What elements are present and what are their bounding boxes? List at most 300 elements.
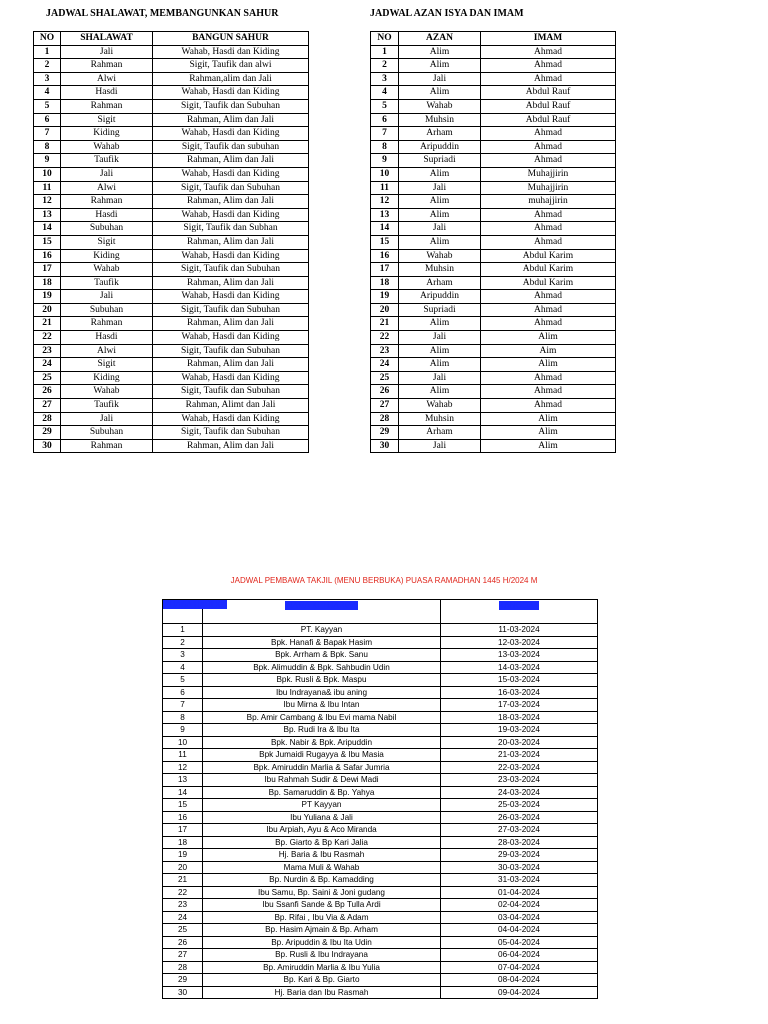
- table-row: [371, 344, 616, 358]
- table-cell: 16: [163, 811, 203, 824]
- table-row: [34, 276, 309, 290]
- table-row: [371, 385, 616, 399]
- table-cell: Alim: [399, 317, 481, 331]
- table-cell: 26-03-2024: [441, 811, 598, 824]
- table-cell: 17: [163, 824, 203, 837]
- table-row: [371, 235, 616, 249]
- table-cell: 13: [34, 208, 61, 222]
- table-cell: 20: [371, 303, 399, 317]
- table-row: [34, 344, 309, 358]
- table-cell: Taufik: [61, 276, 153, 290]
- column-header: NO: [371, 32, 399, 46]
- table-row: [34, 263, 309, 277]
- table-row: [371, 290, 616, 304]
- table-row: [34, 385, 309, 399]
- table-cell: 10: [34, 167, 61, 181]
- table-cell: 23: [163, 899, 203, 912]
- table-cell: 01-04-2024: [441, 886, 598, 899]
- highlighted-header-text: NAMA KELUARGA: [286, 601, 357, 610]
- table-cell: Abdul Karim: [481, 249, 616, 263]
- table-cell: Kiding: [61, 249, 153, 263]
- table-row: [371, 263, 616, 277]
- table-cell: 21: [163, 874, 203, 887]
- table-cell: 20: [163, 861, 203, 874]
- table-cell: 5: [34, 99, 61, 113]
- table-cell: 6: [371, 113, 399, 127]
- table-row: [371, 195, 616, 209]
- table-cell: 26: [163, 936, 203, 949]
- table-cell: Bpk. Nabir & Bpk. Aripuddin: [203, 736, 441, 749]
- table-row: [163, 736, 598, 749]
- table-cell: 27: [34, 399, 61, 413]
- table-cell: Jali: [399, 371, 481, 385]
- table-row: [163, 911, 598, 924]
- table-cell: 25: [163, 924, 203, 937]
- table-cell: muhajjirin: [481, 195, 616, 209]
- table-cell: Wahab: [61, 385, 153, 399]
- table-cell: Aim: [481, 344, 616, 358]
- table-cell: 15: [371, 235, 399, 249]
- table-cell: Alim: [399, 167, 481, 181]
- column-header: SHALAWAT: [61, 32, 153, 46]
- column-header: AZAN: [399, 32, 481, 46]
- table-cell: 30: [163, 986, 203, 999]
- table-row: [163, 661, 598, 674]
- table-row: [163, 686, 598, 699]
- table-cell: Abdul Karim: [481, 263, 616, 277]
- table-cell: Ibu Mirna & Ibu Intan: [203, 699, 441, 712]
- table-cell: Abdul Rauf: [481, 86, 616, 100]
- table-cell: Sigit, Taufik dan alwi: [153, 59, 309, 73]
- table-cell: Sigit: [61, 358, 153, 372]
- table-row: [163, 761, 598, 774]
- table-cell: Alwi: [61, 181, 153, 195]
- table-cell: Abdul Rauf: [481, 113, 616, 127]
- table-cell: 18: [34, 276, 61, 290]
- table-cell: 4: [34, 86, 61, 100]
- table-cell: Ahmad: [481, 303, 616, 317]
- table-cell: 10: [163, 736, 203, 749]
- table-row: [34, 167, 309, 181]
- table-cell: 19: [371, 290, 399, 304]
- table-cell: Subuhan: [61, 426, 153, 440]
- table-cell: Rahman, Alim dan Jali: [153, 358, 309, 372]
- table-cell: Alim: [481, 439, 616, 453]
- table-cell: Ahmad: [481, 140, 616, 154]
- table-cell: Kiding: [61, 371, 153, 385]
- table-cell: 1: [34, 45, 61, 59]
- table-cell: Rahman: [61, 317, 153, 331]
- table-cell: 29: [34, 426, 61, 440]
- table-cell: Ahmad: [481, 208, 616, 222]
- table-cell: 7: [34, 127, 61, 141]
- table-cell: Alim: [399, 86, 481, 100]
- table-row: [371, 86, 616, 100]
- table-row: [371, 439, 616, 453]
- table-cell: 1: [371, 45, 399, 59]
- table-cell: Rahman, Alim dan Jali: [153, 154, 309, 168]
- table-cell: 28-03-2024: [441, 836, 598, 849]
- table-row: [34, 235, 309, 249]
- table-cell: Rahman, Alim dan Jali: [153, 439, 309, 453]
- table-cell: Ibu Arpiah, Ayu & Aco Miranda: [203, 824, 441, 837]
- table-cell: 10: [371, 167, 399, 181]
- table-row: [371, 303, 616, 317]
- table-cell: 3: [371, 72, 399, 86]
- table-cell: Bpk Jumaidi Rugayya & Ibu Masia: [203, 749, 441, 762]
- table-cell: 23-03-2024: [441, 774, 598, 787]
- table-cell: Alim: [399, 195, 481, 209]
- table-row: [34, 154, 309, 168]
- table-cell: Bp. Rudi Ira & Ibu Ita: [203, 724, 441, 737]
- table-cell: Bp. Hasim Ajmain & Bp. Arham: [203, 924, 441, 937]
- table-cell: Muhajjirin: [481, 181, 616, 195]
- table-cell: 09-04-2024: [441, 986, 598, 999]
- table-row: [371, 72, 616, 86]
- table-cell: Alim: [399, 59, 481, 73]
- table-cell: 13-03-2024: [441, 649, 598, 662]
- table-cell: 19: [34, 290, 61, 304]
- table-cell: Ahmad: [481, 154, 616, 168]
- table-cell: Taufik: [61, 154, 153, 168]
- table-row: [163, 811, 598, 824]
- table-cell: 03-04-2024: [441, 911, 598, 924]
- table-cell: Subuhan: [61, 303, 153, 317]
- table-cell: 28: [163, 961, 203, 974]
- table-cell: 7: [163, 699, 203, 712]
- table-cell: Bp. Rifai , Ibu Via & Adam: [203, 911, 441, 924]
- table-cell: 9: [371, 154, 399, 168]
- table-row: [163, 899, 598, 912]
- table-cell: Hj. Baria & Ibu Rasmah: [203, 849, 441, 862]
- table-cell: Rahman, Alim dan Jali: [153, 235, 309, 249]
- table-cell: 22: [371, 331, 399, 345]
- table-cell: 14: [163, 786, 203, 799]
- table-cell: 17-03-2024: [441, 699, 598, 712]
- table-cell: 29: [371, 426, 399, 440]
- table-row: [34, 208, 309, 222]
- table-cell: Bpk. Hanafi & Bapak Hasim: [203, 636, 441, 649]
- table-cell: Alim: [399, 235, 481, 249]
- shalawat-schedule-title: JADWAL SHALAWAT, MEMBANGUNKAN SAHUR: [46, 8, 279, 19]
- table-cell: 15: [34, 235, 61, 249]
- table-cell: Jali: [61, 290, 153, 304]
- table-cell: Bp. Rusli & Ibu Indrayana: [203, 949, 441, 962]
- table-row: [34, 358, 309, 372]
- table-cell: 24: [34, 358, 61, 372]
- table-cell: Alim: [481, 331, 616, 345]
- table-cell: 4: [163, 661, 203, 674]
- table-cell: Sigit, Taufik dan Subuhan: [153, 344, 309, 358]
- table-cell: Bpk. Arrham & Bpk. Sanu: [203, 649, 441, 662]
- table-cell: Wahab, Hasdi dan Kiding: [153, 208, 309, 222]
- table-cell: Hasdi: [61, 208, 153, 222]
- table-row: [371, 167, 616, 181]
- table-cell: 04-04-2024: [441, 924, 598, 937]
- azan-imam-schedule-title: JADWAL AZAN ISYA DAN IMAM: [370, 8, 524, 19]
- table-row: [371, 399, 616, 413]
- table-cell: Ahmad: [481, 317, 616, 331]
- table-row: [163, 636, 598, 649]
- table-cell: PT. Kayyan: [203, 624, 441, 637]
- table-cell: Sigit, Taufik dan Subuhan: [153, 385, 309, 399]
- table-cell: Bpk. Amiruddin Marlia & Safar Jumria: [203, 761, 441, 774]
- table-cell: 1: [163, 624, 203, 637]
- table-cell: 2: [163, 636, 203, 649]
- table-cell: Wahab, Hasdi dan Kiding: [153, 412, 309, 426]
- table-cell: Bp. Nurdin & Bp. Kamadding: [203, 874, 441, 887]
- table-cell: 2: [34, 59, 61, 73]
- table-row: [371, 45, 616, 59]
- table-cell: Jali: [399, 222, 481, 236]
- table-cell: Bp. Amiruddin Marlia & Ibu Yulia: [203, 961, 441, 974]
- table-cell: 20-03-2024: [441, 736, 598, 749]
- table-row: [163, 699, 598, 712]
- table-row: [34, 439, 309, 453]
- table-row: [34, 127, 309, 141]
- table-row: [34, 426, 309, 440]
- table-cell: Bpk. Rusli & Bpk. Maspu: [203, 674, 441, 687]
- table-row: [163, 824, 598, 837]
- table-cell: Ahmad: [481, 72, 616, 86]
- table-cell: Rahman: [61, 195, 153, 209]
- table-cell: Hj. Baria dan Ibu Rasmah: [203, 986, 441, 999]
- table-cell: 18: [163, 836, 203, 849]
- table-cell: 26: [371, 385, 399, 399]
- table-cell: 18: [371, 276, 399, 290]
- table-row: [34, 45, 309, 59]
- table-cell: 27: [371, 399, 399, 413]
- table-cell: Bp. Aripuddin & Ibu Ita Udin: [203, 936, 441, 949]
- column-header: [163, 600, 227, 624]
- table-cell: Ibu Ssanfi Sande & Bp Tulla Ardi: [203, 899, 441, 912]
- table-cell: 16-03-2024: [441, 686, 598, 699]
- table-cell: Rahman,alim dan Jali: [153, 72, 309, 86]
- table-cell: Muhajjirin: [481, 167, 616, 181]
- table-cell: 29: [163, 974, 203, 987]
- table-cell: 19-03-2024: [441, 724, 598, 737]
- table-cell: 24: [163, 911, 203, 924]
- table-cell: Alim: [399, 208, 481, 222]
- table-cell: 22: [163, 886, 203, 899]
- table-cell: Wahab: [399, 399, 481, 413]
- table-cell: 11: [163, 749, 203, 762]
- table-cell: 6: [163, 686, 203, 699]
- table-cell: Alim: [399, 358, 481, 372]
- table-cell: Muhsin: [399, 113, 481, 127]
- table-row: [163, 874, 598, 887]
- table-cell: Supriadi: [399, 154, 481, 168]
- table-cell: 24-03-2024: [441, 786, 598, 799]
- table-cell: Bp. Kari & Bp. Giarto: [203, 974, 441, 987]
- table-cell: Ahmad: [481, 222, 616, 236]
- table-cell: 13: [163, 774, 203, 787]
- table-cell: 12: [371, 195, 399, 209]
- azan-imam-table: [370, 31, 616, 453]
- table-cell: Sigit: [61, 235, 153, 249]
- table-cell: 14: [371, 222, 399, 236]
- table-cell: 27-03-2024: [441, 824, 598, 837]
- table-row: [371, 371, 616, 385]
- table-cell: 8: [371, 140, 399, 154]
- table-row: [371, 249, 616, 263]
- table-cell: Hasdi: [61, 331, 153, 345]
- table-cell: 28: [34, 412, 61, 426]
- table-cell: 17: [371, 263, 399, 277]
- table-cell: Wahab, Hasdi dan Kiding: [153, 167, 309, 181]
- table-cell: 08-04-2024: [441, 974, 598, 987]
- table-cell: Sigit, Taufik dan Subuhan: [153, 303, 309, 317]
- table-cell: 21: [371, 317, 399, 331]
- table-cell: 8: [34, 140, 61, 154]
- table-cell: Sigit, Taufik dan Subuhan: [153, 181, 309, 195]
- table-cell: Ibu Samu, Bp. Saini & Joni gudang: [203, 886, 441, 899]
- table-cell: 24: [371, 358, 399, 372]
- table-cell: 11: [371, 181, 399, 195]
- table-row: [371, 222, 616, 236]
- table-cell: 22-03-2024: [441, 761, 598, 774]
- table-cell: 29-03-2024: [441, 849, 598, 862]
- table-cell: Ahmad: [481, 399, 616, 413]
- table-cell: Jali: [399, 72, 481, 86]
- table-row: [371, 59, 616, 73]
- table-row: [163, 799, 598, 812]
- table-cell: Aripuddin: [399, 140, 481, 154]
- table-cell: Sigit, Taufik dan Subuhan: [153, 426, 309, 440]
- table-row: [34, 195, 309, 209]
- table-row: [371, 127, 616, 141]
- table-cell: Wahab, Hasdi dan Kiding: [153, 86, 309, 100]
- table-cell: Wahab: [61, 140, 153, 154]
- table-cell: Mama Muli & Wahab: [203, 861, 441, 874]
- table-cell: Alim: [481, 412, 616, 426]
- table-cell: 07-04-2024: [441, 961, 598, 974]
- table-row: [163, 886, 598, 899]
- table-cell: Wahab: [61, 263, 153, 277]
- table-row: [163, 924, 598, 937]
- table-cell: Rahman: [61, 99, 153, 113]
- table-cell: 19: [163, 849, 203, 862]
- table-cell: 30: [371, 439, 399, 453]
- table-cell: 06-04-2024: [441, 949, 598, 962]
- table-cell: 21: [34, 317, 61, 331]
- table-cell: 15: [163, 799, 203, 812]
- table-cell: 14-03-2024: [441, 661, 598, 674]
- table-cell: 13: [371, 208, 399, 222]
- table-cell: Alim: [481, 426, 616, 440]
- table-header-row: [371, 32, 616, 46]
- table-cell: Jali: [399, 439, 481, 453]
- table-cell: 26: [34, 385, 61, 399]
- table-cell: Alim: [481, 358, 616, 372]
- table-cell: Taufik: [61, 399, 153, 413]
- table-cell: Wahab: [399, 249, 481, 263]
- table-cell: Ibu Indrayana& ibu aning: [203, 686, 441, 699]
- table-row: [163, 849, 598, 862]
- table-row: [163, 649, 598, 662]
- table-cell: Wahab, Hasdi dan Kiding: [153, 371, 309, 385]
- table-cell: Arham: [399, 426, 481, 440]
- table-cell: Alim: [399, 45, 481, 59]
- table-cell: 25: [371, 371, 399, 385]
- column-header: IMAM: [481, 32, 616, 46]
- table-row: [163, 749, 598, 762]
- takjil-table: [162, 599, 598, 999]
- table-row: [371, 412, 616, 426]
- shalawat-sahur-table: [33, 31, 309, 453]
- table-row: [163, 674, 598, 687]
- table-cell: Rahman, Alim dan Jali: [153, 276, 309, 290]
- table-cell: Sigit: [61, 113, 153, 127]
- table-row: [371, 358, 616, 372]
- table-cell: Ahmad: [481, 371, 616, 385]
- table-cell: 20: [34, 303, 61, 317]
- table-cell: Ahmad: [481, 127, 616, 141]
- table-row: [163, 786, 598, 799]
- table-row: [371, 140, 616, 154]
- table-cell: 11: [34, 181, 61, 195]
- table-row: [163, 986, 598, 999]
- table-cell: 9: [163, 724, 203, 737]
- table-cell: 30-03-2024: [441, 861, 598, 874]
- table-row: [34, 181, 309, 195]
- table-row: [163, 861, 598, 874]
- table-cell: Muhsin: [399, 412, 481, 426]
- table-cell: Supriadi: [399, 303, 481, 317]
- table-cell: Alim: [399, 344, 481, 358]
- table-cell: Hasdi: [61, 86, 153, 100]
- table-cell: Rahman, Alim dan Jali: [153, 317, 309, 331]
- table-cell: 16: [34, 249, 61, 263]
- table-cell: Aripuddin: [399, 290, 481, 304]
- table-row: [34, 59, 309, 73]
- table-cell: 02-04-2024: [441, 899, 598, 912]
- table-cell: 23: [371, 344, 399, 358]
- table-cell: 28: [371, 412, 399, 426]
- table-cell: Jali: [399, 181, 481, 195]
- table-cell: 2: [371, 59, 399, 73]
- table-row: [163, 949, 598, 962]
- table-cell: 25-03-2024: [441, 799, 598, 812]
- table-cell: Wahab, Hasdi dan Kiding: [153, 127, 309, 141]
- table-cell: Wahab, Hasdi dan Kiding: [153, 290, 309, 304]
- highlighted-header-text: PUASA HARI KE: [164, 600, 227, 609]
- table-cell: Sigit, Taufik dan subuhan: [153, 140, 309, 154]
- table-row: [34, 72, 309, 86]
- table-cell: 12: [34, 195, 61, 209]
- table-row: [371, 276, 616, 290]
- table-cell: 7: [371, 127, 399, 141]
- table-cell: Rahman, Alim dan Jali: [153, 195, 309, 209]
- table-cell: 4: [371, 86, 399, 100]
- table-cell: Subuhan: [61, 222, 153, 236]
- table-cell: Wahab: [399, 99, 481, 113]
- table-header-row: [163, 600, 598, 624]
- table-cell: Arham: [399, 127, 481, 141]
- table-cell: 16: [371, 249, 399, 263]
- table-cell: Jali: [61, 45, 153, 59]
- table-cell: 30: [34, 439, 61, 453]
- table-cell: Ahmad: [481, 45, 616, 59]
- table-row: [163, 624, 598, 637]
- table-cell: Ahmad: [481, 235, 616, 249]
- table-row: [163, 711, 598, 724]
- table-cell: Ahmad: [481, 290, 616, 304]
- column-header: BANGUN SAHUR: [153, 32, 309, 46]
- table-cell: Sigit, Taufik dan Subuhan: [153, 99, 309, 113]
- table-cell: Rahman: [61, 439, 153, 453]
- table-cell: Jali: [61, 412, 153, 426]
